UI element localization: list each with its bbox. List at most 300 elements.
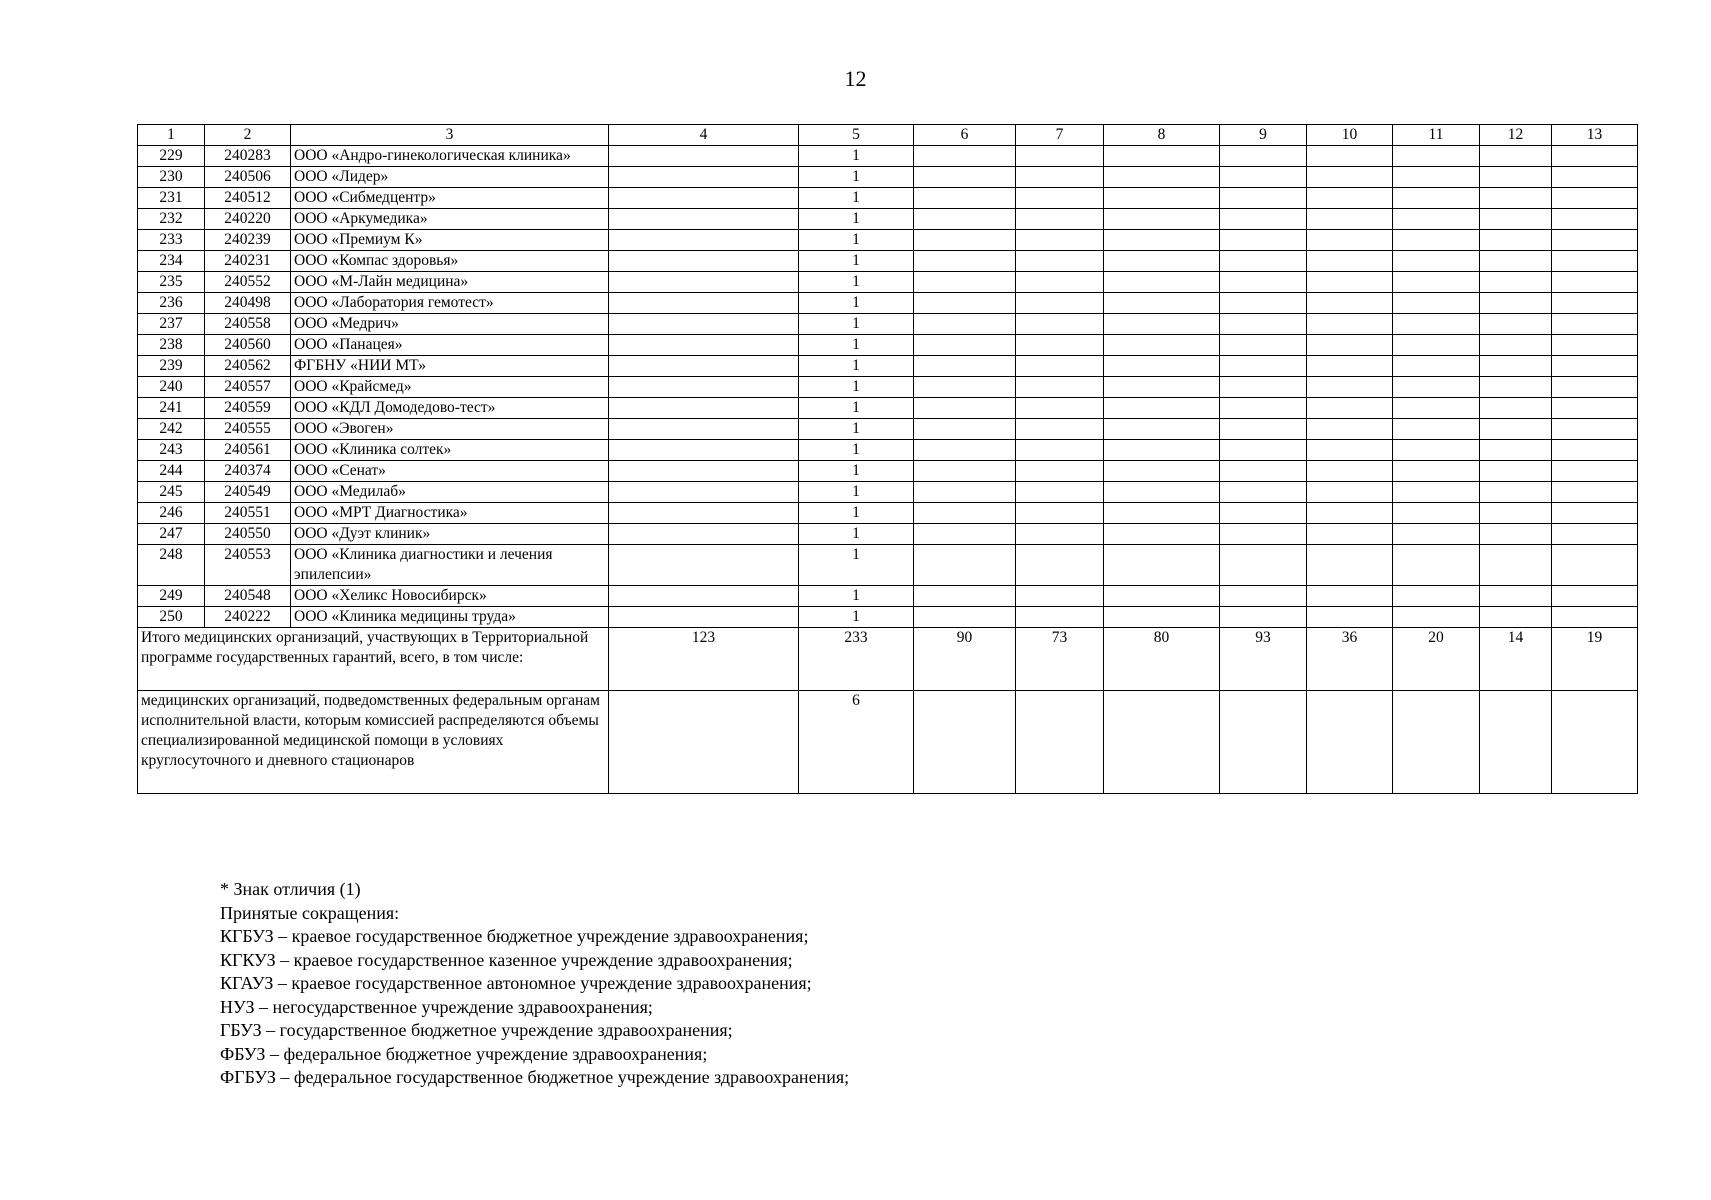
row-col6 <box>914 586 1016 607</box>
row-name: ООО «Сибмедцентр» <box>291 188 609 209</box>
footnote-line: ФБУЗ – федеральное бюджетное учреждение здравоохранения; <box>220 1043 708 1064</box>
row-col8 <box>1104 356 1220 377</box>
row-col9 <box>1220 524 1307 545</box>
row-col4 <box>609 398 799 419</box>
row-col6 <box>914 440 1016 461</box>
row-name: ООО «Хеликс Новосибирск» <box>291 586 609 607</box>
row-col12 <box>1480 482 1552 503</box>
row-col8 <box>1104 545 1220 586</box>
row-col10 <box>1307 230 1393 251</box>
organizations-table <box>137 124 1638 794</box>
row-code: 240506 <box>205 167 291 188</box>
total-col9: 93 <box>1220 628 1307 691</box>
row-col9 <box>1220 272 1307 293</box>
row-col7 <box>1016 524 1104 545</box>
row-col13 <box>1552 167 1638 188</box>
row-col5: 1 <box>799 524 914 545</box>
row-col12 <box>1480 419 1552 440</box>
row-col12 <box>1480 398 1552 419</box>
row-name: ООО «Компас здоровья» <box>291 251 609 272</box>
total-col5: 233 <box>799 628 914 691</box>
row-col5: 1 <box>799 167 914 188</box>
row-col13 <box>1552 272 1638 293</box>
footnote-line: ГБУЗ – государственное бюджетное учреждение здравоохранения; <box>220 1020 733 1040</box>
row-col6 <box>914 230 1016 251</box>
row-col5: 1 <box>799 314 914 335</box>
row-col5: 1 <box>799 419 914 440</box>
row-col9 <box>1220 503 1307 524</box>
row-col13 <box>1552 377 1638 398</box>
table-row <box>138 419 1638 440</box>
row-col10 <box>1307 377 1393 398</box>
row-col8 <box>1104 503 1220 524</box>
table-row <box>138 272 1638 293</box>
row-col10 <box>1307 419 1393 440</box>
row-col9 <box>1220 482 1307 503</box>
row-name: ООО «Лаборатория гемотест» <box>291 293 609 314</box>
row-code: 240555 <box>205 419 291 440</box>
row-col10 <box>1307 524 1393 545</box>
row-col9 <box>1220 209 1307 230</box>
row-col4 <box>609 146 799 167</box>
row-number: 239 <box>138 356 205 377</box>
row-number: 240 <box>138 377 205 398</box>
row-col12 <box>1480 607 1552 628</box>
row-col8 <box>1104 586 1220 607</box>
row-col4 <box>609 230 799 251</box>
row-col6 <box>914 503 1016 524</box>
row-col11 <box>1393 482 1480 503</box>
row-col6 <box>914 419 1016 440</box>
row-number: 249 <box>138 586 205 607</box>
row-number: 230 <box>138 167 205 188</box>
row-code: 240374 <box>205 461 291 482</box>
header-cell: 1 <box>138 125 205 146</box>
row-col7 <box>1016 482 1104 503</box>
row-code: 240561 <box>205 440 291 461</box>
row-col12 <box>1480 146 1552 167</box>
row-col7 <box>1016 335 1104 356</box>
row-col10 <box>1307 586 1393 607</box>
row-number: 232 <box>138 209 205 230</box>
row-name: ООО «Клиника солтек» <box>291 440 609 461</box>
row-col5: 1 <box>799 293 914 314</box>
header-cell: 2 <box>205 125 291 146</box>
row-code: 240559 <box>205 398 291 419</box>
row-code: 240498 <box>205 293 291 314</box>
row-col7 <box>1016 419 1104 440</box>
row-col11 <box>1393 377 1480 398</box>
row-name: ООО «М-Лайн медицина» <box>291 272 609 293</box>
row-col4 <box>609 251 799 272</box>
row-col11 <box>1393 607 1480 628</box>
total-col7: 73 <box>1016 628 1104 691</box>
row-col10 <box>1307 440 1393 461</box>
row-col13 <box>1552 503 1638 524</box>
row-col7 <box>1016 398 1104 419</box>
row-col4 <box>609 607 799 628</box>
row-col6 <box>914 398 1016 419</box>
row-col13 <box>1552 545 1638 586</box>
row-col6 <box>914 314 1016 335</box>
row-code: 240231 <box>205 251 291 272</box>
row-col7 <box>1016 440 1104 461</box>
header-cell: 4 <box>609 125 799 146</box>
table-row <box>138 335 1638 356</box>
row-col7 <box>1016 503 1104 524</box>
row-number: 241 <box>138 398 205 419</box>
row-col8 <box>1104 167 1220 188</box>
row-name: ООО «Панацея» <box>291 335 609 356</box>
row-col9 <box>1220 188 1307 209</box>
header-cell: 6 <box>914 125 1016 146</box>
row-col9 <box>1220 419 1307 440</box>
row-code: 240560 <box>205 335 291 356</box>
row-col10 <box>1307 167 1393 188</box>
page-number: 12 <box>844 66 867 91</box>
table-row <box>138 461 1638 482</box>
row-col6 <box>914 251 1016 272</box>
row-number: 246 <box>138 503 205 524</box>
row-col12 <box>1480 314 1552 335</box>
row-col13 <box>1552 607 1638 628</box>
table-row <box>138 545 1638 586</box>
row-col8 <box>1104 188 1220 209</box>
row-col12 <box>1480 209 1552 230</box>
row-col8 <box>1104 272 1220 293</box>
row-col10 <box>1307 188 1393 209</box>
row-code: 240283 <box>205 146 291 167</box>
row-col11 <box>1393 314 1480 335</box>
row-col4 <box>609 503 799 524</box>
row-col10 <box>1307 209 1393 230</box>
row-code: 240220 <box>205 209 291 230</box>
row-col4 <box>609 440 799 461</box>
row-col4 <box>609 524 799 545</box>
row-col11 <box>1393 461 1480 482</box>
row-col4 <box>609 167 799 188</box>
row-col5: 1 <box>799 272 914 293</box>
row-col13 <box>1552 335 1638 356</box>
row-col6 <box>914 146 1016 167</box>
row-code: 240562 <box>205 356 291 377</box>
row-name: ООО «Премиум К» <box>291 230 609 251</box>
row-code: 240222 <box>205 607 291 628</box>
row-col5: 1 <box>799 545 914 586</box>
footnote-line: * Знак отличия (1) <box>220 879 361 899</box>
table-row <box>138 524 1638 545</box>
row-col12 <box>1480 503 1552 524</box>
row-col10 <box>1307 314 1393 335</box>
row-col4 <box>609 272 799 293</box>
federal-col7 <box>1016 691 1104 794</box>
row-col5: 1 <box>799 607 914 628</box>
row-col4 <box>609 314 799 335</box>
row-col10 <box>1307 398 1393 419</box>
row-col7 <box>1016 356 1104 377</box>
row-col11 <box>1393 335 1480 356</box>
row-col8 <box>1104 146 1220 167</box>
row-col9 <box>1220 335 1307 356</box>
header-cell: 11 <box>1393 125 1480 146</box>
row-col4 <box>609 293 799 314</box>
row-number: 247 <box>138 524 205 545</box>
row-col6 <box>914 545 1016 586</box>
row-col8 <box>1104 524 1220 545</box>
row-col11 <box>1393 209 1480 230</box>
row-col13 <box>1552 440 1638 461</box>
table-row <box>138 188 1638 209</box>
row-col12 <box>1480 524 1552 545</box>
table-row <box>138 314 1638 335</box>
row-col5: 1 <box>799 188 914 209</box>
row-col7 <box>1016 188 1104 209</box>
total-col11: 20 <box>1393 628 1480 691</box>
row-col12 <box>1480 251 1552 272</box>
row-col7 <box>1016 607 1104 628</box>
row-col11 <box>1393 188 1480 209</box>
row-col7 <box>1016 146 1104 167</box>
table-row <box>138 167 1638 188</box>
row-col10 <box>1307 607 1393 628</box>
row-col9 <box>1220 607 1307 628</box>
row-number: 233 <box>138 230 205 251</box>
row-col5: 1 <box>799 461 914 482</box>
row-col5: 1 <box>799 377 914 398</box>
row-col7 <box>1016 272 1104 293</box>
row-code: 240552 <box>205 272 291 293</box>
row-col4 <box>609 335 799 356</box>
row-col13 <box>1552 251 1638 272</box>
row-col13 <box>1552 482 1638 503</box>
header-row <box>138 125 1638 146</box>
row-col4 <box>609 545 799 586</box>
row-name: ООО «Эвоген» <box>291 419 609 440</box>
row-col10 <box>1307 293 1393 314</box>
row-col12 <box>1480 293 1552 314</box>
row-col5: 1 <box>799 209 914 230</box>
row-name: ООО «Аркумедика» <box>291 209 609 230</box>
row-col12 <box>1480 167 1552 188</box>
row-col13 <box>1552 293 1638 314</box>
row-col6 <box>914 607 1016 628</box>
row-col11 <box>1393 251 1480 272</box>
row-number: 250 <box>138 607 205 628</box>
table-row <box>138 356 1638 377</box>
table-row <box>138 293 1638 314</box>
row-col12 <box>1480 230 1552 251</box>
row-col4 <box>609 482 799 503</box>
total-col10: 36 <box>1307 628 1393 691</box>
row-col8 <box>1104 335 1220 356</box>
total-col12: 14 <box>1480 628 1552 691</box>
row-col6 <box>914 377 1016 398</box>
row-number: 242 <box>138 419 205 440</box>
row-col4 <box>609 377 799 398</box>
row-col5: 1 <box>799 440 914 461</box>
row-col11 <box>1393 356 1480 377</box>
footnote-line: КГБУЗ – краевое государственное бюджетное учреждение здравоохранения; <box>220 926 809 946</box>
row-col9 <box>1220 356 1307 377</box>
header-cell: 7 <box>1016 125 1104 146</box>
row-name: ООО «КДЛ Домодедово-тест» <box>291 398 609 419</box>
row-col11 <box>1393 503 1480 524</box>
row-col6 <box>914 209 1016 230</box>
federal-col8 <box>1104 691 1220 794</box>
row-col10 <box>1307 146 1393 167</box>
federal-col4 <box>609 691 799 794</box>
header-cell: 3 <box>291 125 609 146</box>
row-col9 <box>1220 398 1307 419</box>
row-col8 <box>1104 482 1220 503</box>
row-col5: 1 <box>799 146 914 167</box>
row-number: 235 <box>138 272 205 293</box>
row-col11 <box>1393 524 1480 545</box>
row-col13 <box>1552 209 1638 230</box>
row-col8 <box>1104 251 1220 272</box>
table-row <box>138 251 1638 272</box>
footnote-line: КГКУЗ – краевое государственное казенное учреждение здравоохранения; <box>220 949 793 970</box>
row-number: 243 <box>138 440 205 461</box>
row-name: ООО «Медрич» <box>291 314 609 335</box>
footnote-line: КГАУЗ – краевое государственное автономное учреждение здравоохранения; <box>220 973 812 993</box>
row-name: ФГБНУ «НИИ МТ» <box>291 356 609 377</box>
federal-col12 <box>1480 691 1552 794</box>
row-col8 <box>1104 419 1220 440</box>
federal-row <box>138 691 1638 794</box>
row-col12 <box>1480 377 1552 398</box>
row-col6 <box>914 188 1016 209</box>
row-name: ООО «Крайсмед» <box>291 377 609 398</box>
row-col10 <box>1307 482 1393 503</box>
row-col9 <box>1220 293 1307 314</box>
row-col13 <box>1552 398 1638 419</box>
footnote-line: ФГБУЗ – федеральное государственное бюджетное учреждение здравоохранения; <box>220 1067 850 1087</box>
total-col8: 80 <box>1104 628 1220 691</box>
row-col5: 1 <box>799 356 914 377</box>
row-col9 <box>1220 440 1307 461</box>
federal-col9 <box>1220 691 1307 794</box>
row-col10 <box>1307 251 1393 272</box>
row-name: ООО «Дуэт клиник» <box>291 524 609 545</box>
row-col9 <box>1220 230 1307 251</box>
row-col6 <box>914 524 1016 545</box>
row-name: ООО «Медилаб» <box>291 482 609 503</box>
row-col11 <box>1393 398 1480 419</box>
row-name: ООО «МРТ Диагностика» <box>291 503 609 524</box>
row-number: 244 <box>138 461 205 482</box>
row-col11 <box>1393 167 1480 188</box>
row-col8 <box>1104 314 1220 335</box>
row-col8 <box>1104 230 1220 251</box>
row-name: ООО «Клиника диагностики и лечения эпилепсии» <box>291 545 609 586</box>
row-code: 240557 <box>205 377 291 398</box>
row-col6 <box>914 293 1016 314</box>
row-col4 <box>609 356 799 377</box>
row-col9 <box>1220 545 1307 586</box>
row-col12 <box>1480 586 1552 607</box>
table-row <box>138 146 1638 167</box>
row-col10 <box>1307 356 1393 377</box>
row-col13 <box>1552 314 1638 335</box>
row-col13 <box>1552 461 1638 482</box>
row-code: 240553 <box>205 545 291 586</box>
row-col7 <box>1016 230 1104 251</box>
row-col12 <box>1480 272 1552 293</box>
total-label: Итого медицинских организаций, участвующих в Территориальной программе государственных гарантий, всего, в том числе: <box>138 628 609 691</box>
row-col5: 1 <box>799 503 914 524</box>
row-col13 <box>1552 524 1638 545</box>
row-col11 <box>1393 146 1480 167</box>
header-cell: 5 <box>799 125 914 146</box>
row-col10 <box>1307 503 1393 524</box>
row-col7 <box>1016 209 1104 230</box>
row-col6 <box>914 482 1016 503</box>
federal-col11 <box>1393 691 1480 794</box>
row-col4 <box>609 419 799 440</box>
row-col6 <box>914 335 1016 356</box>
row-code: 240548 <box>205 586 291 607</box>
row-col8 <box>1104 461 1220 482</box>
row-col13 <box>1552 146 1638 167</box>
row-col7 <box>1016 167 1104 188</box>
summary-body <box>138 628 1638 794</box>
row-col8 <box>1104 377 1220 398</box>
row-col6 <box>914 272 1016 293</box>
table-row <box>138 586 1638 607</box>
total-col6: 90 <box>914 628 1016 691</box>
row-col11 <box>1393 545 1480 586</box>
row-col6 <box>914 461 1016 482</box>
row-name: ООО «Лидер» <box>291 167 609 188</box>
row-col5: 1 <box>799 586 914 607</box>
row-col6 <box>914 356 1016 377</box>
row-col11 <box>1393 230 1480 251</box>
row-number: 248 <box>138 545 205 586</box>
row-col7 <box>1016 377 1104 398</box>
row-number: 231 <box>138 188 205 209</box>
table-row <box>138 230 1638 251</box>
table-row <box>138 482 1638 503</box>
header-cell: 9 <box>1220 125 1307 146</box>
row-col4 <box>609 461 799 482</box>
row-col4 <box>609 209 799 230</box>
row-col9 <box>1220 377 1307 398</box>
row-col6 <box>914 167 1016 188</box>
row-col7 <box>1016 586 1104 607</box>
row-code: 240239 <box>205 230 291 251</box>
header-cell: 10 <box>1307 125 1393 146</box>
row-number: 229 <box>138 146 205 167</box>
row-col10 <box>1307 461 1393 482</box>
row-col11 <box>1393 293 1480 314</box>
row-col7 <box>1016 251 1104 272</box>
row-col10 <box>1307 335 1393 356</box>
row-code: 240558 <box>205 314 291 335</box>
row-col12 <box>1480 440 1552 461</box>
row-col7 <box>1016 461 1104 482</box>
row-col8 <box>1104 440 1220 461</box>
table-body <box>138 125 1638 628</box>
row-col11 <box>1393 440 1480 461</box>
footnote-line: Принятые сокращения: <box>220 902 400 923</box>
row-col8 <box>1104 293 1220 314</box>
row-number: 237 <box>138 314 205 335</box>
federal-col5: 6 <box>799 691 914 794</box>
row-name: ООО «Клиника медицины труда» <box>291 607 609 628</box>
federal-label: медицинских организаций, подведомственных федеральным органам исполнительной власти, которым комиссией распределяются объемы специализированной медицинской помощи в условиях круглосуточного и дневного стационаров <box>138 691 609 794</box>
row-col9 <box>1220 146 1307 167</box>
